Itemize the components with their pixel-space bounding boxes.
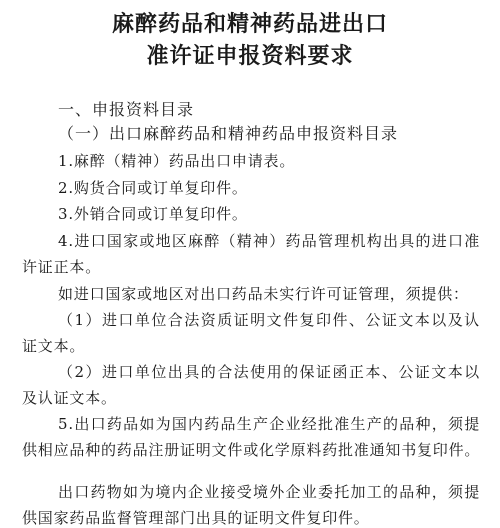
list-item-5-line-1: 5.出口药品如为国内药品生产企业经批准生产的品种，须提	[58, 415, 480, 433]
list-item-4-line-2: 许证正本。	[22, 258, 102, 276]
sub-section-heading: （一）出口麻醉药品和精神药品申报资料目录	[58, 124, 399, 143]
sub-item-2-line-2: 及认证文本。	[22, 389, 117, 407]
list-item-5-line-2: 供相应品种的药品注册证明文件或化学原料药批准通知书复印件。	[22, 441, 481, 459]
list-item-3: 3.外销合同或订单复印件。	[58, 205, 248, 223]
section-heading: 一、申报资料目录	[58, 100, 195, 119]
list-item-2: 2.购货合同或订单复印件。	[58, 179, 248, 197]
sub-item-1-line-1: （1）进口单位合法资质证明文件复印件、公证文本以及认	[58, 311, 480, 329]
paragraph-entrusted-line-1: 出口药物如为境内企业接受境外企业委托加工的品种，须提	[58, 483, 480, 501]
paragraph-entrusted-line-2: 供国家药品监督管理部门出具的证明文件复印件。	[22, 509, 370, 527]
sub-item-1-line-2: 证文本。	[22, 337, 86, 355]
sub-item-2-line-1: （2）进口单位出具的合法使用的保证函正本、公证文本以	[58, 363, 480, 381]
list-item-1: 1.麻醉（精神）药品出口申请表。	[58, 152, 296, 170]
list-item-4-line-1: 4.进口国家或地区麻醉（精神）药品管理机构出具的进口准	[58, 232, 480, 250]
document-title-line-2: 准许证申报资料要求	[146, 44, 354, 69]
paragraph-no-permit: 如进口国家或地区对出口药品未实行许可证管理，须提供：	[58, 285, 469, 303]
document-title-line-1: 麻醉药品和精神药品进出口	[111, 12, 388, 37]
